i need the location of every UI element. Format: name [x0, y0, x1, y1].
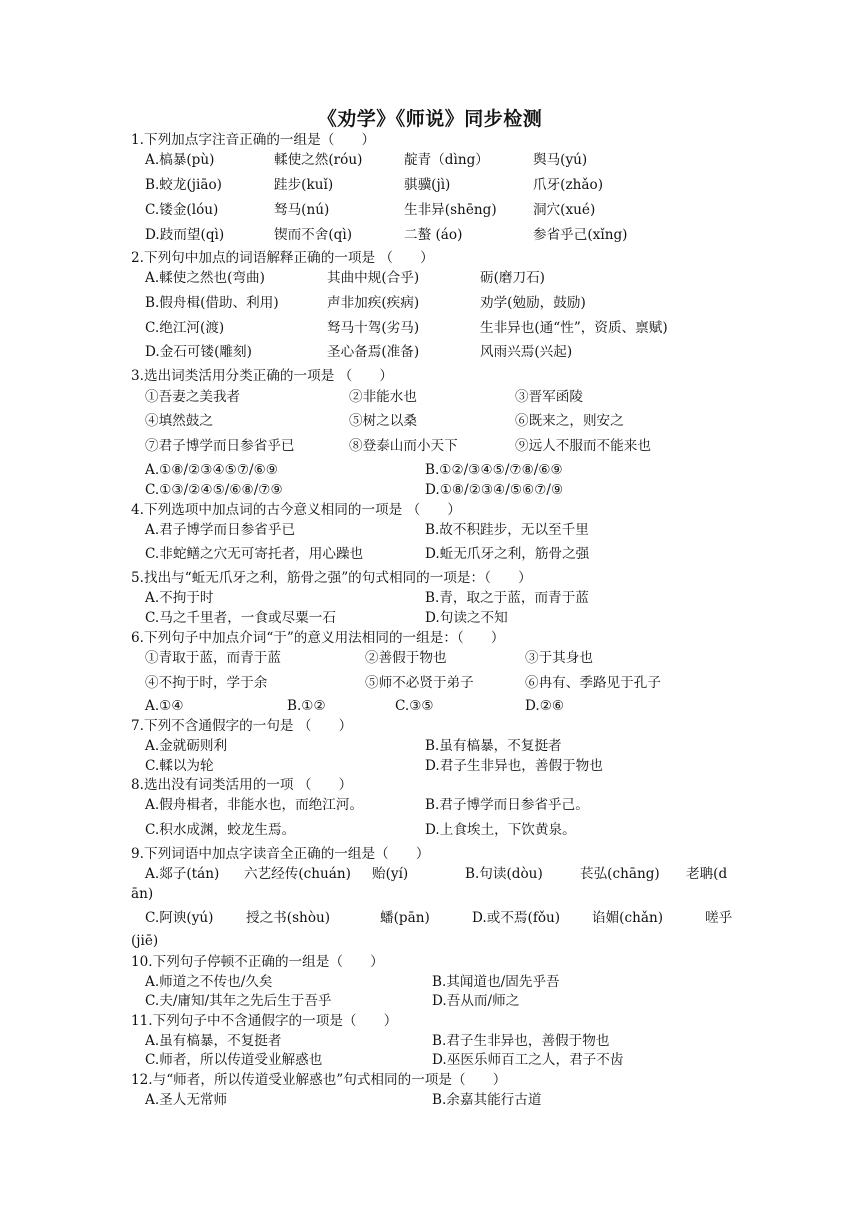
option-text: ⑤师不必贤于弟子 — [365, 675, 474, 691]
option-text: A.①⑧/②③④⑤⑦/⑥⑨ — [145, 462, 278, 478]
option-text: ⑥冉有、季路见于孔子 — [525, 675, 661, 691]
option-text: C.阿谀(yú) — [145, 910, 214, 926]
option-text: D.句读之不知 — [425, 610, 508, 626]
option-text: 其曲中规(合乎) — [327, 270, 420, 286]
option-text: A.圣人无常师 — [145, 1092, 228, 1108]
option-text: B.蛟龙(jiāo) — [145, 177, 222, 193]
option-text: A.君子博学而日参省乎已 — [145, 522, 296, 538]
option-text: ①吾妻之美我者 — [145, 389, 241, 405]
option-text: 靛青（dìng） — [404, 152, 489, 168]
option-text: 苌弘(chāng) — [580, 866, 660, 882]
option-text: C.马之千里者，一食或尽粟一石 — [145, 610, 336, 626]
question-8-stem: 8.选出没有词类活用的一项 （ ） — [131, 777, 353, 793]
option-text: C.非蛇鳝之穴无可寄托者，用心躁也 — [145, 546, 364, 562]
option-text: C.③⑤ — [395, 698, 434, 714]
option-text: 授之书(shòu) — [246, 910, 331, 926]
option-text: D.上食埃土，下饮黄泉。 — [425, 822, 576, 838]
option-text: 蟠(pān) — [380, 910, 430, 926]
option-text: C.①③/②④⑤/⑥⑧/⑦⑨ — [145, 482, 283, 498]
option-text: D.君子生非异也，善假于物也 — [425, 758, 603, 774]
option-text: D.跂而望(qì) — [145, 227, 225, 243]
option-text: D.蚯无爪牙之利，筋骨之强 — [425, 546, 590, 562]
question-10-stem: 10.下列句子停顿不正确的一组是（ ） — [131, 954, 384, 970]
option-text: 驽马(nú) — [274, 202, 330, 218]
option-text: C.镂金(lóu) — [145, 202, 219, 218]
option-text: D.②⑥ — [525, 698, 565, 714]
option-text: C.师者，所以传道受业解惑也 — [145, 1052, 323, 1068]
option-text: D.①⑧/②③④/⑤⑥⑦/⑨ — [425, 482, 564, 498]
option-text: 爪牙(zhǎo) — [533, 177, 603, 193]
option-text: ③晋军函陵 — [515, 389, 583, 405]
option-text: ⑤树之以桑 — [349, 413, 417, 429]
question-6-stem: 6.下列句子中加点介词“于”的意义用法相同的一组是：（ ） — [131, 630, 505, 646]
question-12-stem: 12.与“师者，所以传道受业解惑也”句式相同的一项是（ ） — [131, 1072, 507, 1088]
option-text: B.虽有槁暴，不复挺者 — [425, 738, 562, 754]
option-text: C.绝江河(渡) — [145, 320, 225, 336]
option-text: (jiē) — [131, 933, 159, 949]
option-text: ③于其身也 — [525, 650, 593, 666]
option-text: D.或不焉(fǒu) — [472, 910, 561, 926]
option-text: A.不拘于时 — [145, 590, 214, 606]
option-text: B.句读(dòu) — [465, 866, 543, 882]
option-text: B.君子生非异也，善假于物也 — [432, 1033, 610, 1049]
option-text: A.郯子(tán) — [145, 866, 220, 882]
option-text: C.积水成渊，蛟龙生焉。 — [145, 822, 296, 838]
question-3-stem: 3.选出词类活用分类正确的一项是 （ ） — [131, 368, 393, 384]
option-text: B.青，取之于蓝，而青于蓝 — [425, 590, 589, 606]
option-text: D.巫医乐师百工之人，君子不齿 — [432, 1052, 624, 1068]
option-text: B.其闻道也/固先乎吾 — [432, 974, 560, 990]
option-text: ①青取于蓝，而青于蓝 — [145, 650, 281, 666]
option-text: 风雨兴焉(兴起) — [480, 344, 573, 360]
question-7-stem: 7.下列不含通假字的一句是 （ ） — [131, 718, 353, 734]
option-text: B.①② — [287, 698, 326, 714]
question-5-stem: 5.找出与“蚯无爪牙之利，筋骨之强”的句式相同的一项是：（ ） — [131, 570, 532, 586]
option-text: B.故不积跬步，无以至千里 — [425, 522, 589, 538]
option-text: A.师道之不传也/久矣 — [145, 974, 273, 990]
option-text: 六艺经传(chuán) — [244, 866, 351, 882]
option-text: 骐骥(jì) — [404, 177, 451, 193]
option-text: 参省乎己(xǐng) — [533, 227, 628, 243]
option-text: ④不拘于时，学于余 — [145, 675, 268, 691]
option-text: 輮使之然(róu) — [274, 152, 363, 168]
option-text: 圣心备焉(准备) — [327, 344, 420, 360]
option-text: 舆马(yú) — [533, 152, 588, 168]
option-text: A.槁暴(pù) — [145, 152, 215, 168]
option-text: C.夫/庸知/其年之先后生于吾乎 — [145, 993, 332, 1009]
option-text: B.君子博学而日参省乎己。 — [425, 797, 589, 813]
option-text: ⑧登泰山而小天下 — [349, 438, 458, 454]
document-title: 《劝学》《师说》同步检测 — [317, 108, 543, 130]
option-text: 驽马十驾(劣马) — [327, 320, 420, 336]
option-text: D.吾从而/师之 — [432, 993, 520, 1009]
option-text: ⑦君子博学而日参省乎已 — [145, 438, 295, 454]
option-text: ②非能水也 — [349, 389, 417, 405]
option-text: 二螯 (áo) — [404, 227, 463, 243]
option-text: A.金就砺则利 — [145, 738, 228, 754]
option-text: A.輮使之然也(弯曲) — [145, 270, 265, 286]
option-text: 砺(磨刀石) — [480, 270, 545, 286]
option-text: ④填然鼓之 — [145, 413, 213, 429]
option-text: ān) — [131, 886, 154, 902]
option-text: 劝学(勉励，鼓励) — [480, 295, 586, 311]
option-text: 老聃(d — [686, 866, 728, 882]
option-text: ②善假于物也 — [365, 650, 447, 666]
option-text: 锲而不舍(qì) — [274, 227, 353, 243]
option-text: 洞穴(xué) — [533, 202, 596, 218]
option-text: B.假舟楫(借助、利用) — [145, 295, 279, 311]
option-text: B.①②/③④⑤/⑦⑧/⑥⑨ — [425, 462, 563, 478]
option-text: ⑨远人不服而不能来也 — [515, 438, 651, 454]
option-text: A.①④ — [145, 698, 184, 714]
option-text: 生非异也(通“性”，资质、禀赋) — [480, 320, 668, 336]
option-text: D.金石可镂(雕刻) — [145, 344, 252, 360]
option-text: 声非加疾(疾病) — [327, 295, 420, 311]
question-4-stem: 4.下列选项中加点词的古今意义相同的一项是 （ ） — [131, 502, 461, 518]
option-text: ⑥既来之，则安之 — [515, 413, 624, 429]
option-text: 嗟乎 — [705, 910, 733, 926]
option-text: B.余嘉其能行古道 — [432, 1092, 542, 1108]
option-text: A.虽有槁暴，不复挺者 — [145, 1033, 282, 1049]
question-11-stem: 11.下列句子中不含通假字的一项是（ ） — [131, 1013, 398, 1029]
option-text: C.輮以为轮 — [145, 758, 214, 774]
question-9-stem: 9.下列词语中加点字读音全正确的一组是（ ） — [131, 846, 430, 862]
option-text: 贻(yí) — [372, 866, 409, 882]
question-2-stem: 2.下列句中加点的词语解释正确的一项是 （ ） — [131, 250, 434, 266]
option-text: 生非异(shēng) — [404, 202, 497, 218]
option-text: 谄媚(chǎn) — [592, 910, 664, 926]
option-text: A.假舟楫者，非能水也，而绝江河。 — [145, 797, 364, 813]
question-1-stem: 1.下列加点字注音正确的一组是（ ） — [131, 132, 376, 148]
option-text: 跬步(kuǐ) — [274, 177, 334, 193]
